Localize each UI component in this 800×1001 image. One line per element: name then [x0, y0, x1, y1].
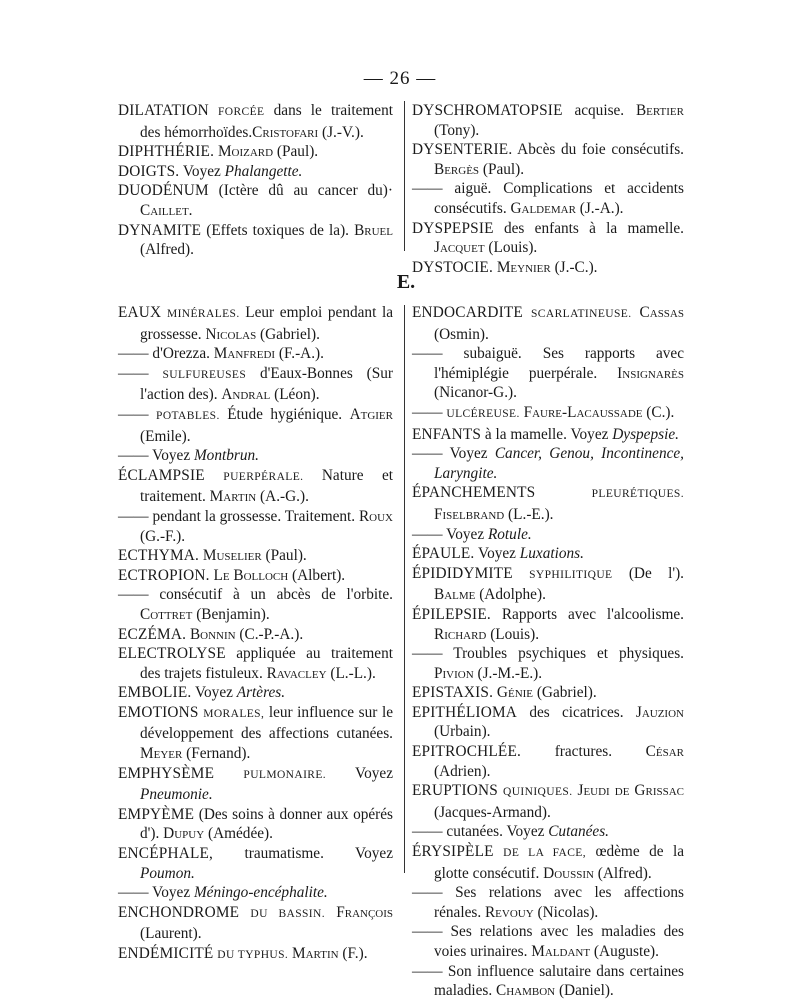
entry-heading: DYSENTERIE.	[412, 141, 513, 159]
index-entry	[412, 962, 684, 1001]
entry-heading: ECTROPION.	[118, 566, 210, 584]
entry-text	[632, 304, 640, 321]
entry-author-initials: (Tony).	[434, 121, 480, 139]
entry-dash: ——	[412, 345, 443, 363]
index-entry	[412, 303, 684, 344]
index-entry	[412, 444, 684, 483]
entry-qualifier: FORCÉE	[217, 106, 265, 118]
entry-author-initials: (J.-V.).	[318, 123, 364, 141]
index-entry	[412, 842, 684, 883]
entry-dash: ——	[412, 445, 443, 463]
entry-reference: Dyspepsie.	[612, 425, 679, 443]
entry-author: Bergès	[434, 160, 480, 178]
entry-heading: ERUPTIONS	[412, 782, 498, 800]
entry-text: (Des soins à donner aux opérés d').	[140, 805, 393, 843]
entry-heading: ÉRYSIPÈLE	[412, 843, 494, 861]
entry-text: cutanées. Voyez	[446, 823, 549, 841]
entry-author: Revouy	[484, 903, 534, 921]
entry-heading: EPISTAXIS.	[412, 684, 494, 702]
entry-heading: EPITROCHLÉE.	[412, 743, 522, 761]
entry-author: Fiselbrand	[434, 505, 505, 523]
entry-dash: ——	[118, 345, 149, 363]
entry-reference: Pneumonie.	[140, 786, 213, 804]
entry-author: Insignarès	[617, 364, 684, 382]
index-entry	[118, 221, 393, 260]
index-entry	[412, 922, 684, 961]
entry-heading: DYNAMITE	[118, 221, 202, 239]
index-entry	[118, 625, 393, 645]
entry-dash: ——	[118, 507, 149, 525]
entry-heading: ÉCLAMPSIE	[118, 466, 205, 484]
entry-dash: ——	[412, 884, 443, 902]
entry-author-initials: (J.-M.-E.).	[473, 664, 543, 682]
entry-author-initials: (Emile).	[140, 427, 191, 445]
entry-text: traumatisme. Voyez	[213, 845, 393, 863]
entry-heading: ELECTROLYSE	[118, 645, 226, 663]
entry-qualifier: QUINIQUES.	[502, 786, 573, 799]
entry-dash: ——	[412, 923, 443, 941]
entry-author-initials: (C.-P.-A.).	[235, 625, 304, 643]
entry-text: d'Eaux-Bonnes (Sur l'action des).	[140, 364, 394, 404]
entry-author: Pivion	[434, 664, 474, 682]
entry-author-initials: (Jacques-Armand).	[434, 803, 551, 821]
entry-dash: ——	[412, 403, 443, 421]
entry-text: consécutif à un abcès de l'orbite.	[159, 586, 393, 604]
entry-text: Voyez	[179, 162, 225, 180]
entry-author: Dupuy	[163, 825, 205, 843]
entry-text: Ses relations avec les maladies des voies urinaires.	[434, 923, 684, 960]
entry-text: (Effets toxiques de la).	[201, 221, 355, 239]
entry-author: Galdemar	[510, 199, 576, 217]
entry-dash: ——	[412, 823, 443, 841]
entry-author: Andral	[221, 386, 271, 404]
entry-author: Nicolas	[205, 325, 257, 343]
entry-qualifier: PUERPÉRALE.	[223, 470, 304, 483]
index-entry	[118, 844, 393, 883]
entry-heading: EAUX	[118, 304, 162, 321]
entry-author: Manfredi	[213, 345, 276, 363]
entry-author-initials: (A.-G.).	[256, 488, 309, 506]
entry-author: Bruel	[354, 221, 393, 239]
index-entry	[118, 903, 393, 944]
section-letter-heading: E.	[396, 271, 416, 293]
index-entry	[412, 219, 684, 258]
entry-reference: Luxations.	[519, 545, 584, 563]
entry-author: Faure-Lacaussade	[523, 403, 643, 421]
entry-author: Martin	[292, 945, 339, 962]
entry-text: leur influence sur le développement des affections cutanées.	[140, 703, 393, 743]
entry-author-initials: (Albert).	[288, 566, 346, 584]
entry-dash: ——	[118, 447, 149, 465]
entry-author-initials: (Auguste).	[590, 943, 659, 960]
entry-author-initials: (L.-L.).	[326, 664, 376, 682]
entry-text: Troubles psychiques et physiques.	[453, 645, 684, 663]
entry-dash: ——	[118, 586, 149, 604]
entry-author: Atgier	[349, 405, 393, 423]
index-entry	[412, 742, 684, 781]
entry-text: fractures.	[521, 743, 646, 761]
index-entry	[412, 822, 684, 842]
entry-author-initials: (F.).	[338, 945, 368, 962]
entry-qualifier: DU BASSIN.	[250, 907, 326, 920]
entry-qualifier: POTABLES.	[156, 409, 220, 422]
index-entry	[118, 805, 393, 844]
entry-author-initials: (J.-C.).	[550, 258, 598, 276]
entry-author: Caillet.	[140, 201, 193, 219]
entry-author-initials: (Fernand).	[182, 745, 251, 763]
entry-reference: Phalangette.	[224, 162, 303, 180]
entry-text: Voyez	[191, 684, 237, 702]
index-entry	[412, 781, 684, 822]
entry-author-initials: (Alfred).	[140, 241, 194, 259]
entry-text: Voyez	[152, 884, 194, 902]
entry-heading: ÉPANCHEMENTS	[412, 484, 536, 502]
entry-text: pendant la grossesse. Traitement.	[152, 507, 359, 525]
entry-author: Ravacley	[266, 664, 327, 682]
entry-reference: Montbrun.	[193, 447, 259, 465]
entry-heading: ENFANTS	[412, 425, 482, 443]
entry-text: Étude hygiénique.	[219, 405, 350, 423]
entry-reference: Artères.	[236, 684, 286, 702]
entry-text: d'Orezza.	[152, 345, 214, 363]
entry-author: Jauzion	[635, 703, 684, 721]
entry-author-initials: (Adrien).	[434, 762, 491, 780]
entry-text: Voyez	[152, 447, 194, 465]
index-entry	[412, 425, 684, 445]
entry-author-initials: (C.).	[642, 403, 675, 421]
entry-author: Cristofari	[252, 123, 319, 141]
entry-heading: ENDÉMICITÉ	[118, 945, 214, 962]
entry-heading: ECZÉMA.	[118, 625, 187, 643]
column-top-left	[118, 101, 393, 260]
entry-author: Meynier	[496, 258, 551, 276]
entry-heading: EMPHYSÈME	[118, 764, 215, 782]
index-entry	[412, 544, 684, 564]
entry-text: Abcès du foie consécutifs.	[512, 141, 684, 159]
entry-author: Génie	[496, 684, 534, 702]
entry-heading: DYSTOCIE.	[412, 258, 493, 276]
index-entry	[412, 344, 684, 403]
entry-text: subaiguë. Ses rapports avec l'hémiplégie puerpérale.	[434, 345, 684, 382]
entry-author-initials: (Daniel).	[555, 982, 614, 1000]
entry-heading: DILATATION	[118, 102, 209, 119]
entry-author: Richard	[434, 625, 487, 643]
entry-author: Le Bolloch	[213, 566, 289, 584]
entry-qualifier: MORALES,	[203, 707, 265, 720]
entry-author: Jacquet	[434, 239, 485, 257]
entry-author-initials: (Paul).	[273, 143, 319, 161]
entry-author: Doussin	[543, 864, 594, 882]
index-entry	[118, 364, 393, 405]
column-top-right	[412, 101, 684, 277]
index-entry	[118, 303, 393, 344]
entry-text: œdème de la glotte consécutif.	[434, 843, 684, 882]
entry-qualifier: DU TYPHUS.	[217, 949, 289, 961]
entry-author: César	[645, 743, 684, 761]
entry-text: Rapports avec l'alcoolisme.	[490, 605, 684, 623]
entry-text: à la mamelle. Voyez	[481, 425, 613, 443]
entry-text: Son influence salutaire dans certaines maladies.	[434, 962, 684, 1000]
index-entry	[118, 181, 393, 220]
index-entry	[118, 883, 393, 903]
entry-reference: Cancer, Genou, Incontinence, Laryngite.	[434, 445, 684, 482]
entry-author-initials: (Léon).	[270, 386, 320, 404]
entry-dash: ——	[118, 364, 149, 382]
entry-author: Martin	[209, 488, 257, 506]
entry-text: des cicatrices.	[517, 703, 636, 721]
entry-heading: ECTHYMA.	[118, 547, 200, 565]
index-entry	[412, 483, 684, 524]
entry-text: Nature et traitement.	[140, 466, 394, 506]
entry-text: Voyez	[474, 545, 520, 563]
index-entry	[118, 683, 393, 703]
entry-author-initials: (Adolphe).	[475, 586, 546, 604]
entry-reference: Méningo-encéphalite.	[193, 884, 328, 902]
entry-heading: EMPYÈME	[118, 805, 195, 823]
entry-heading: ENCHONDROME	[118, 903, 240, 921]
entry-heading: ENCÉPHALE,	[118, 845, 214, 863]
column-e-right	[412, 303, 684, 1001]
index-entry	[118, 405, 393, 446]
entry-qualifier: SULFUREUSES	[162, 368, 247, 381]
entry-heading: EMBOLIE.	[118, 684, 192, 702]
index-entry	[412, 140, 684, 179]
entry-text: Ses relations avec les affections rénales.	[434, 884, 685, 921]
column-divider-e	[404, 305, 405, 873]
entry-text: Voyez	[446, 525, 488, 543]
index-entry	[412, 644, 684, 683]
entry-heading: ÉPIDIDYMITE	[412, 564, 513, 582]
index-entry	[118, 703, 393, 764]
entry-heading: EMOTIONS	[118, 703, 199, 721]
entry-author: Cassas	[639, 304, 684, 321]
index-entry	[118, 764, 393, 805]
index-entry	[412, 683, 684, 703]
entry-reference: Poumon.	[140, 864, 195, 882]
entry-dash: ——	[118, 405, 149, 423]
entry-heading: EPITHÉLIOMA	[412, 703, 518, 721]
entry-author-initials: (Louis).	[484, 239, 538, 257]
index-entry	[118, 466, 393, 507]
entry-author: Chambon	[496, 982, 556, 1000]
entry-author-initials: (Laurent).	[140, 925, 202, 943]
entry-author: Moizard	[217, 143, 274, 161]
entry-dash: ——	[412, 180, 443, 198]
index-entry	[412, 605, 684, 644]
entry-dash: ——	[118, 884, 149, 902]
entry-author-initials: (Alfred).	[593, 864, 652, 882]
column-e-left	[118, 303, 393, 966]
page-number: — 26 —	[363, 68, 437, 89]
entry-heading: DYSPEPSIE	[412, 219, 494, 237]
entry-text: des enfants à la mamelle.	[493, 219, 684, 237]
entry-qualifier: SCARLATINEUSE.	[531, 308, 632, 320]
entry-author-initials: (Nicanor-G.).	[434, 384, 517, 402]
entry-author-initials: (Urbain).	[434, 723, 491, 741]
index-entry	[118, 566, 393, 586]
entry-author: Muselier	[202, 547, 262, 565]
entry-heading: DOIGTS.	[118, 162, 180, 180]
entry-author-initials: (Amédée).	[204, 825, 273, 843]
index-entry	[118, 585, 393, 624]
entry-author: Meyer	[140, 745, 183, 763]
index-entry	[118, 944, 393, 966]
index-entry	[118, 162, 393, 182]
entry-reference: Cutanées.	[548, 823, 609, 841]
index-entry	[118, 507, 393, 546]
entry-author-initials: (Benjamin).	[192, 605, 270, 623]
entry-author-initials: (L.-E.).	[504, 505, 554, 523]
entry-qualifier: ULCÉREUSE.	[446, 407, 520, 420]
entry-heading: DYSCHROMATOPSIE	[412, 102, 563, 119]
entry-author-initials: (Osmin).	[434, 325, 489, 343]
entry-author-initials: (Gabriel).	[256, 325, 320, 343]
entry-qualifier: DE LA FACE,	[503, 847, 586, 860]
index-entry	[118, 344, 393, 364]
entry-text: Leur emploi pendant la grossesse.	[140, 304, 393, 343]
index-entry	[412, 403, 684, 425]
entry-heading: ÉPILEPSIE.	[412, 605, 491, 623]
entry-text: (De l').	[612, 564, 684, 582]
entry-text: Voyez	[449, 445, 495, 463]
entry-author: François	[336, 903, 394, 921]
entry-author: Balme	[434, 586, 476, 604]
entry-author-initials: (Nicolas).	[533, 903, 599, 921]
index-entry	[118, 446, 393, 466]
entry-text: aiguë. Complications et accidents consécutifs.	[434, 180, 684, 217]
entry-heading: DUODÉNUM	[118, 182, 209, 200]
entry-text: acquise.	[562, 102, 636, 119]
entry-dash: ——	[412, 962, 443, 980]
index-entry	[412, 101, 684, 140]
entry-author: Bertier	[635, 102, 684, 119]
entry-author: Jeudi de Grissac	[577, 782, 684, 800]
entry-author-initials: (Paul).	[261, 547, 307, 565]
entry-heading: ENDOCARDITE	[412, 304, 523, 321]
entry-text: Voyez	[326, 764, 393, 782]
entry-author-initials: (J.-A.).	[575, 199, 624, 217]
column-divider-top	[404, 101, 405, 251]
entry-author-initials: (G.-F.).	[140, 527, 186, 545]
entry-qualifier: SYPHILITIQUE	[529, 568, 613, 581]
entry-author: Maldant	[531, 943, 591, 960]
entry-author-initials: (Louis).	[486, 625, 540, 643]
entry-qualifier: PULMONAIRE.	[243, 768, 327, 781]
entry-reference: Rotule.	[487, 525, 532, 543]
entry-author: Roux	[358, 507, 393, 525]
entry-dash: ——	[412, 525, 443, 543]
index-entry	[118, 546, 393, 566]
entry-text: dans le traitement des hémorrhoïdes.	[140, 102, 393, 141]
index-entry	[412, 179, 684, 218]
entry-author: Bonnin	[189, 625, 236, 643]
entry-dash: ——	[412, 645, 443, 663]
entry-heading: ÉPAULE.	[412, 545, 475, 563]
entry-text	[325, 904, 336, 921]
index-entry	[412, 525, 684, 545]
entry-text: appliquée au traitement des trajets fistuleux.	[140, 645, 393, 682]
index-entry	[412, 703, 684, 742]
entry-author-initials: (F.-A.).	[275, 345, 324, 363]
entry-heading: DIPHTHÉRIE.	[118, 143, 215, 161]
entry-author-initials: (Paul).	[479, 160, 525, 178]
entry-author-initials: (Gabriel).	[533, 684, 597, 702]
index-entry	[118, 142, 393, 162]
entry-author: Cottret	[140, 605, 193, 623]
index-entry	[412, 883, 684, 922]
index-entry	[118, 644, 393, 683]
entry-qualifier: MINÉRALES.	[166, 308, 240, 320]
entry-text: (Ictère dû au cancer du)·	[208, 182, 393, 200]
index-entry	[118, 101, 393, 142]
index-entry	[412, 564, 684, 605]
entry-qualifier: PLEURÉTIQUES.	[591, 488, 684, 501]
